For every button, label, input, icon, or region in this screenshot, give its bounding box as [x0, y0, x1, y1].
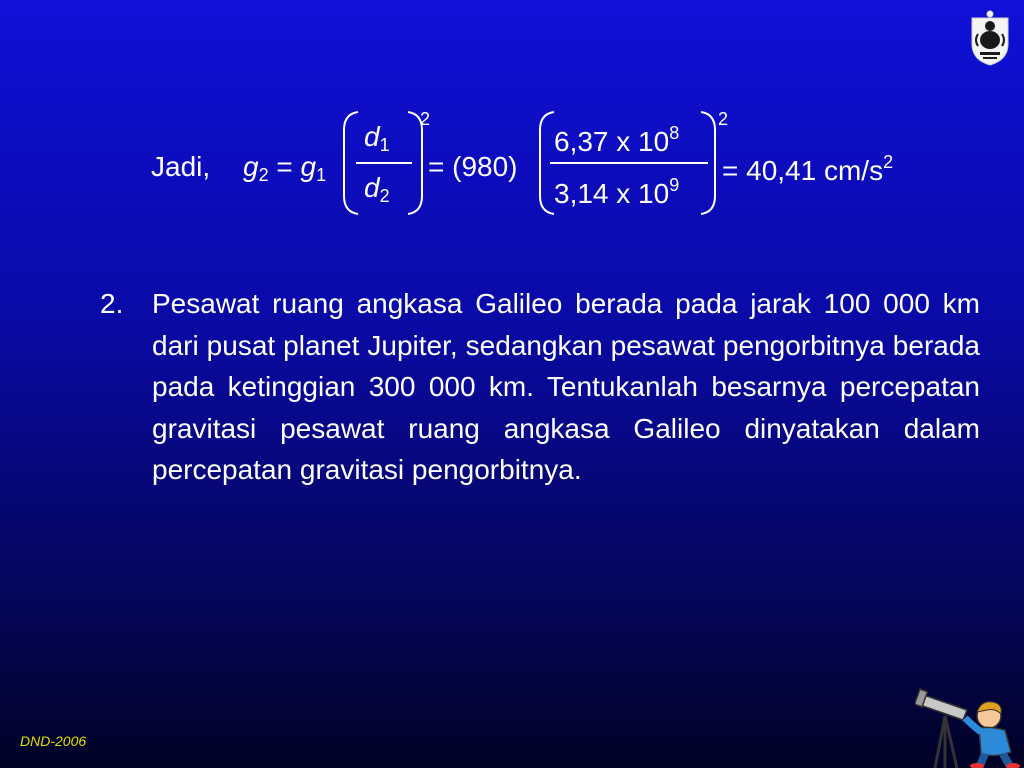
exponent-2: 2: [420, 109, 431, 129]
problem-text: Pesawat ruang angkasa Galileo berada pada jarak 100 000 km dari pusat planet Jupiter, sedangkan pesawat pengorbitnya berada pada ketinggian 300 000 km. Tentukanlah besarnya percepatan gravitasi pesawat ruang angkasa Galileo dinyatakan dalam percepatan gravitasi pengorbitnya.: [152, 288, 980, 485]
fraction-numerator-value: 6,37 x $10^8$: [554, 123, 680, 157]
fraction-denominator-d2: $d_2$: [364, 172, 390, 206]
fraction-numerator-d1: $d_1$: [364, 121, 390, 155]
problem-number: 2.: [100, 288, 124, 319]
formula-result: = 40,41 $cm/s^2$: [722, 152, 894, 186]
exponent-2: 2: [718, 109, 729, 129]
right-paren-icon: [697, 110, 719, 216]
problem-item: [100, 283, 980, 491]
formula-intro: Jadi,: [151, 151, 211, 182]
fraction-denominator-value: 3,14 x $10^9$: [554, 175, 680, 209]
astronomer-telescope-icon: [915, 682, 1023, 768]
fraction-bar: [550, 162, 708, 164]
formula-coefficient: = (980): [428, 151, 518, 182]
formula-lhs: $g_2 = g_1$: [243, 151, 327, 185]
footer-label: DND-2006: [20, 733, 87, 749]
formula-block: [0, 0, 1024, 230]
